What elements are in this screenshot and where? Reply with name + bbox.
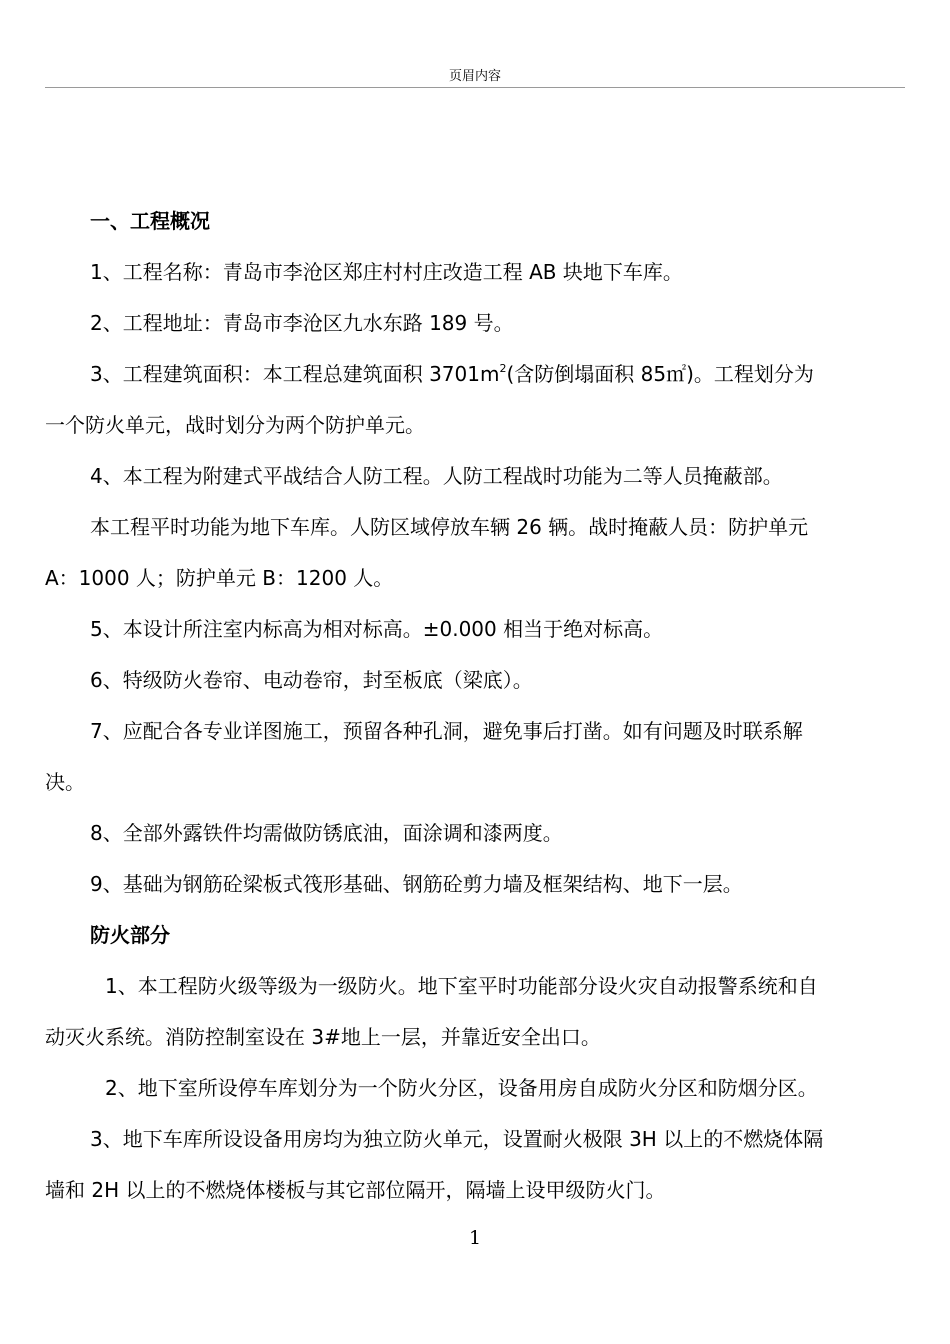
paragraph-elevation: 5、本设计所注室内标高为相对标高。±0.000 相当于绝对标高。 [90,617,664,641]
paragraph-civil-defense: 4、本工程为附建式平战结合人防工程。人防工程战时功能为二等人员掩蔽部。 [90,464,783,488]
paragraph-coordination-cont: 决。 [45,770,85,794]
area-text-start: 3、工程建筑面积：本工程总建筑面积 3701m [90,362,500,386]
paragraph-peacetime-function: 本工程平时功能为地下车库。人防区域停放车辆 26 辆。战时掩蔽人员：防护单元 [90,515,809,539]
paragraph-equipment-rooms-cont: 墙和 2H 以上的不燃烧体楼板与其它部位隔开，隔墙上设甲级防火门。 [45,1178,666,1202]
paragraph-peacetime-function-cont: A：1000 人；防护单元 B：1200 人。 [45,566,394,590]
paragraph-fire-rating-cont: 动灭火系统。消防控制室设在 3#地上一层，并靠近安全出口。 [45,1025,601,1049]
paragraph-building-area [45,349,907,400]
page-number: 1 [468,1227,482,1249]
paragraph-rust-proofing: 8、全部外露铁件均需做防锈底油，面涂调和漆两度。 [90,821,563,845]
paragraph-project-address: 2、工程地址：青岛市李沧区九水东路 189 号。 [90,311,514,335]
paragraph-foundation: 9、基础为钢筋砼梁板式筏形基础、钢筋砼剪力墙及框架结构、地下一层。 [90,872,743,896]
paragraph-fire-zones: 2、地下室所设停车库划分为一个防火分区，设备用房自成防火分区和防烟分区。 [105,1076,818,1100]
page-header: 页眉内容 [448,69,501,84]
fire-section-title: 防火部分 [90,923,170,947]
paragraph-equipment-rooms: 3、地下车库所设设备用房均为独立防火单元，设置耐火极限 3H 以上的不燃烧体隔 [90,1127,824,1151]
area-text-end: (含防倒塌面积 85㎡)。工程划分为 [506,362,814,386]
area-superscript: 2 [499,362,507,375]
header-divider [45,87,905,88]
paragraph-coordination: 7、应配合各专业详图施工，预留各种孔洞，避免事后打凿。如有问题及时联系解 [90,719,803,743]
paragraph-shutters: 6、特级防火卷帘、电动卷帘，封至板底（梁底）。 [90,668,533,692]
paragraph-fire-rating: 1、本工程防火级等级为一级防火。地下室平时功能部分设火灾自动报警系统和自 [105,974,818,998]
document-body [45,196,907,1216]
paragraph-building-area-cont: 一个防火单元，战时划分为两个防护单元。 [45,413,425,437]
section-title: 一、工程概况 [90,209,210,233]
paragraph-project-name: 1、工程名称：青岛市李沧区郑庄村村庄改造工程 AB 块地下车库。 [90,260,683,284]
